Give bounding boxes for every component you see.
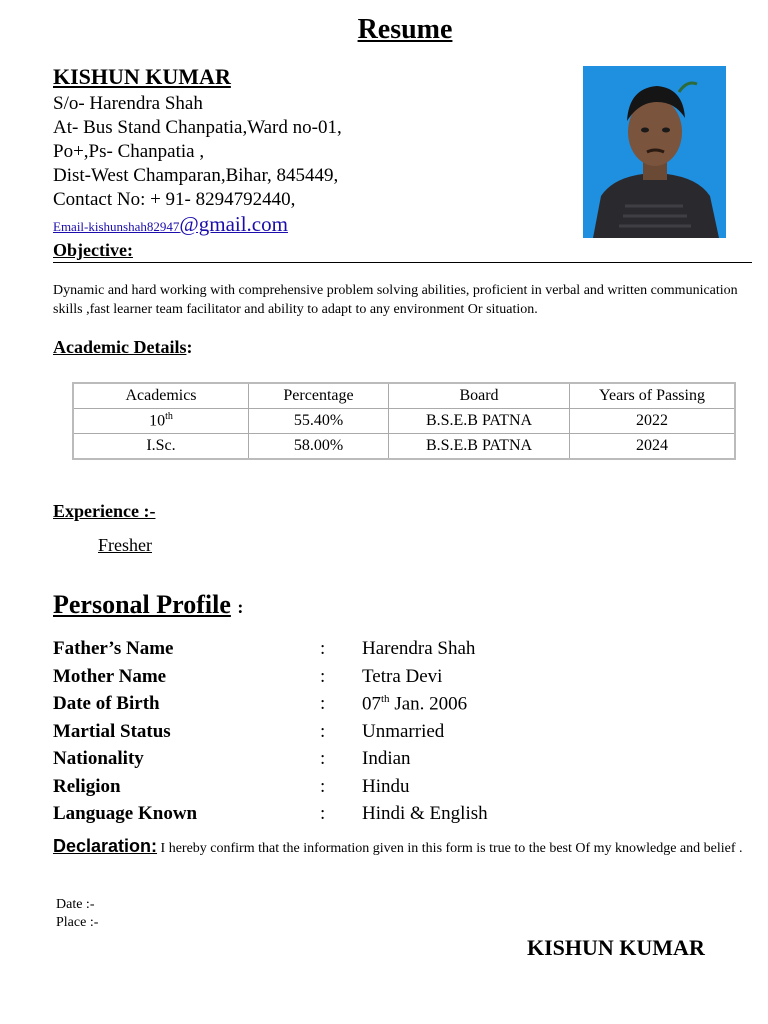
profile-label-religion: Religion — [53, 776, 121, 797]
person-portrait-icon — [583, 66, 726, 238]
profile-label-mother: Mother Name — [53, 666, 167, 687]
personal-profile-heading-wrap — [53, 590, 243, 620]
objective-divider — [53, 262, 752, 263]
table-row — [73, 434, 735, 460]
profile-label-dob: Date of Birth — [53, 693, 160, 714]
profile-colon: : — [320, 748, 326, 769]
objective-text: Dynamic and hard working with comprehensive problem solving abilities, proficient in verbal and written communication skills ,fast learner team facilitator and ability to adapt to any environment Or situation. — [53, 283, 738, 317]
place-label: Place :- — [56, 915, 99, 930]
experience-value: Fresher — [98, 535, 152, 555]
declaration-heading: Declaration: — [53, 836, 158, 856]
candidate-name: KISHUN KUMAR — [53, 64, 231, 89]
academics-sup: th — [165, 411, 173, 423]
profile-value-religion: Hindu — [362, 776, 410, 797]
profile-value-dob — [362, 693, 467, 715]
date-label: Date :- — [56, 897, 95, 912]
father-line: S/o- Harendra Shah — [53, 93, 203, 114]
column-header: Academics — [73, 383, 249, 409]
academic-heading-colon: : — [186, 337, 193, 357]
profile-colon: : — [320, 638, 326, 659]
profile-label-marital: Martial Status — [53, 721, 171, 742]
profile-colon: : — [320, 803, 326, 824]
profile-label-father: Father’s Name — [53, 638, 174, 659]
column-header: Percentage — [249, 383, 389, 409]
academic-heading-wrap — [53, 337, 192, 358]
email-domain: @gmail.com — [179, 212, 288, 236]
table-row — [73, 409, 735, 434]
table-cell: 2024 — [570, 434, 736, 460]
profile-colon: : — [320, 776, 326, 797]
profile-label-nationality: Nationality — [53, 748, 144, 769]
table-cell — [73, 409, 249, 434]
profile-value-mother: Tetra Devi — [362, 666, 443, 687]
email-link[interactable] — [53, 212, 288, 237]
email-prefix: Email-kishunshah82947 — [53, 219, 180, 234]
academics-value: I.Sc. — [146, 437, 176, 454]
profile-colon: : — [320, 666, 326, 687]
dob-day: 07 — [362, 693, 381, 715]
table-cell: 58.00% — [249, 434, 389, 460]
academics-value: 10 — [149, 412, 166, 430]
declaration-text: I hereby confirm that the information given in this form is true to the best Of my knowledge and belief . — [157, 841, 743, 856]
resume-title: Resume — [357, 14, 453, 45]
column-header: Board — [389, 383, 570, 409]
profile-photo — [583, 66, 726, 238]
contact-line: Contact No: + 91- 8294792440, — [53, 189, 296, 210]
profile-colon: : — [320, 693, 326, 714]
dob-rest: Jan. 2006 — [389, 693, 468, 715]
academic-table — [72, 382, 736, 460]
dob-day-sup: th — [381, 693, 390, 705]
experience-heading: Experience :- — [53, 501, 156, 521]
table-cell: B.S.E.B PATNA — [389, 434, 570, 460]
personal-profile-heading: Personal Profile — [53, 590, 231, 619]
profile-value-father: Harendra Shah — [362, 638, 476, 659]
profile-value-marital: Unmarried — [362, 721, 445, 742]
table-header-row — [73, 383, 735, 409]
profile-label-language: Language Known — [53, 803, 198, 824]
objective-heading: Objective: — [53, 240, 133, 260]
table-cell: B.S.E.B PATNA — [389, 409, 570, 434]
profile-value-nationality: Indian — [362, 748, 411, 769]
table-cell: 2022 — [570, 409, 736, 434]
column-header: Years of Passing — [570, 383, 736, 409]
table-cell: 55.40% — [249, 409, 389, 434]
address-line-1: At- Bus Stand Chanpatia,Ward no-01, — [53, 117, 342, 138]
declaration — [53, 830, 763, 865]
address-line-3: Dist-West Champaran,Bihar, 845449, — [53, 165, 339, 186]
address-line-2: Po+,Ps- Chanpatia , — [53, 141, 205, 162]
personal-profile-colon: : — [237, 597, 244, 617]
profile-colon: : — [320, 721, 326, 742]
academic-heading: Academic Details — [53, 337, 187, 357]
signature-name: KISHUN KUMAR — [527, 935, 705, 960]
profile-value-language: Hindi & English — [362, 803, 488, 824]
table-cell — [73, 434, 249, 460]
